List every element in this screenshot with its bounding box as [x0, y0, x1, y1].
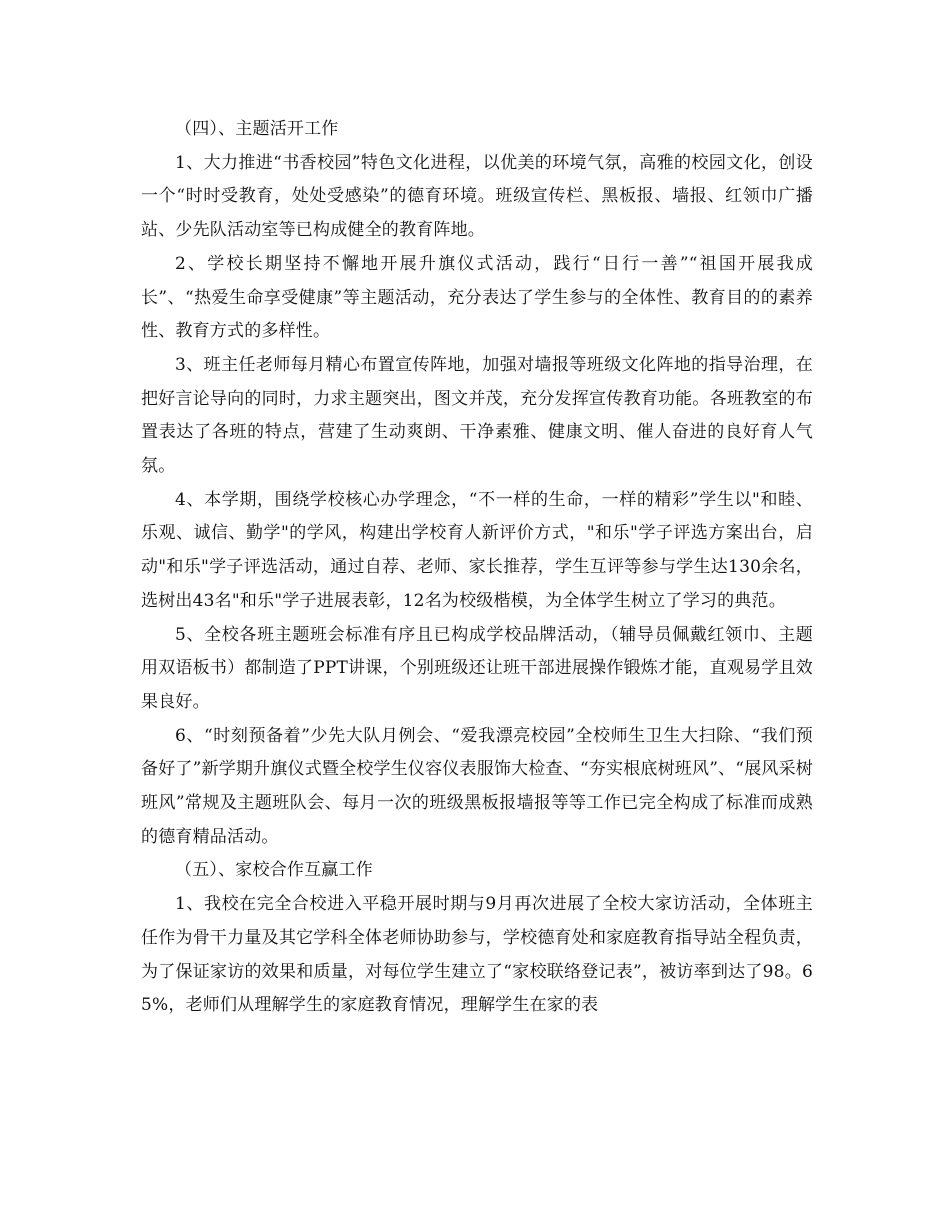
paragraph-4-5: 5、全校各班主题班会标准有序且已构成学校品牌活动，（辅导员佩戴红领巾、主题用双语板书）都制造了PPT讲课，个别班级还让班干部进展操作锻炼才能，直观易学且效果良好。: [141, 624, 813, 712]
section-heading-5: （五）、家校合作互赢工作: [175, 860, 373, 881]
paragraph-5-1: 1、我校在完全合校进入平稳开展时期与9月再次进展了全校大家访活动，全体班主任作为骨干力量及其它学科全体老师协助参与，学校德育处和家庭教育指导站全程负责，为了保证家访的效果和质量，对每位学生建立了“家校联络登记表”，被访率到达了98。65%，老师们从理解学生的家庭教育情况，理解学生在家的表: [141, 894, 813, 1016]
paragraph-4-4: 4、本学期，围绕学校核心办学理念，“不一样的生命，一样的精彩”学生以"和睦、乐观、诚信、勤学"的学风，构建出学校育人新评价方式，"和乐"学子评选方案出台，启动"和乐"学子评选活动，通过自荐、老师、家长推荐，学生互评等参与学生达130余名，选树出43名"和乐"学子进展表彰，12名为校级楷模，为全体学生树立了学习的典范。: [141, 489, 813, 611]
paragraph-4-3: 3、班主任老师每月精心布置宣传阵地，加强对墙报等班级文化阵地的指导治理，在把好言论导向的同时，力求主题突出，图文并茂，充分发挥宣传教育功能。各班教室的布置表达了各班的特点，营建了生动爽朗、干净素雅、健康文明、催人奋进的良好育人气氛。: [141, 354, 813, 477]
paragraph-4-1: 1、大力推进“书香校园”特色文化进程，以优美的环境气氛，高雅的校园文化，创设一个“时时受教育，处处受感染”的德育环境。班级宣传栏、黑板报、墙报、红领巾广播站、少先队活动室等已构成健全的教育阵地。: [141, 152, 813, 241]
paragraph-4-6: 6、“时刻预备着”少先大队月例会、“爱我漂亮校园”全校师生卫生大扫除、“我们预备好了”新学期升旗仪式暨全校学生仪容仪表服饰大检查、“夯实根底树班风”、“展风采树班风”常规及主题班队会、每月一次的班级黑板报墙报等等工作已完全构成了标准而成熟的德育精品活动。: [141, 725, 813, 847]
section-heading-4: （四）、主题活开工作: [175, 119, 339, 139]
document-body: [141, 113, 813, 1023]
paragraph-4-2: 2、学校长期坚持不懈地开展升旗仪式活动，践行“日行一善”“祖国开展我成长”、“热爱生命享受健康”等主题活动，充分表达了学生参与的全体性、教育目的的素养性、教育方式的多样性。: [141, 253, 813, 342]
